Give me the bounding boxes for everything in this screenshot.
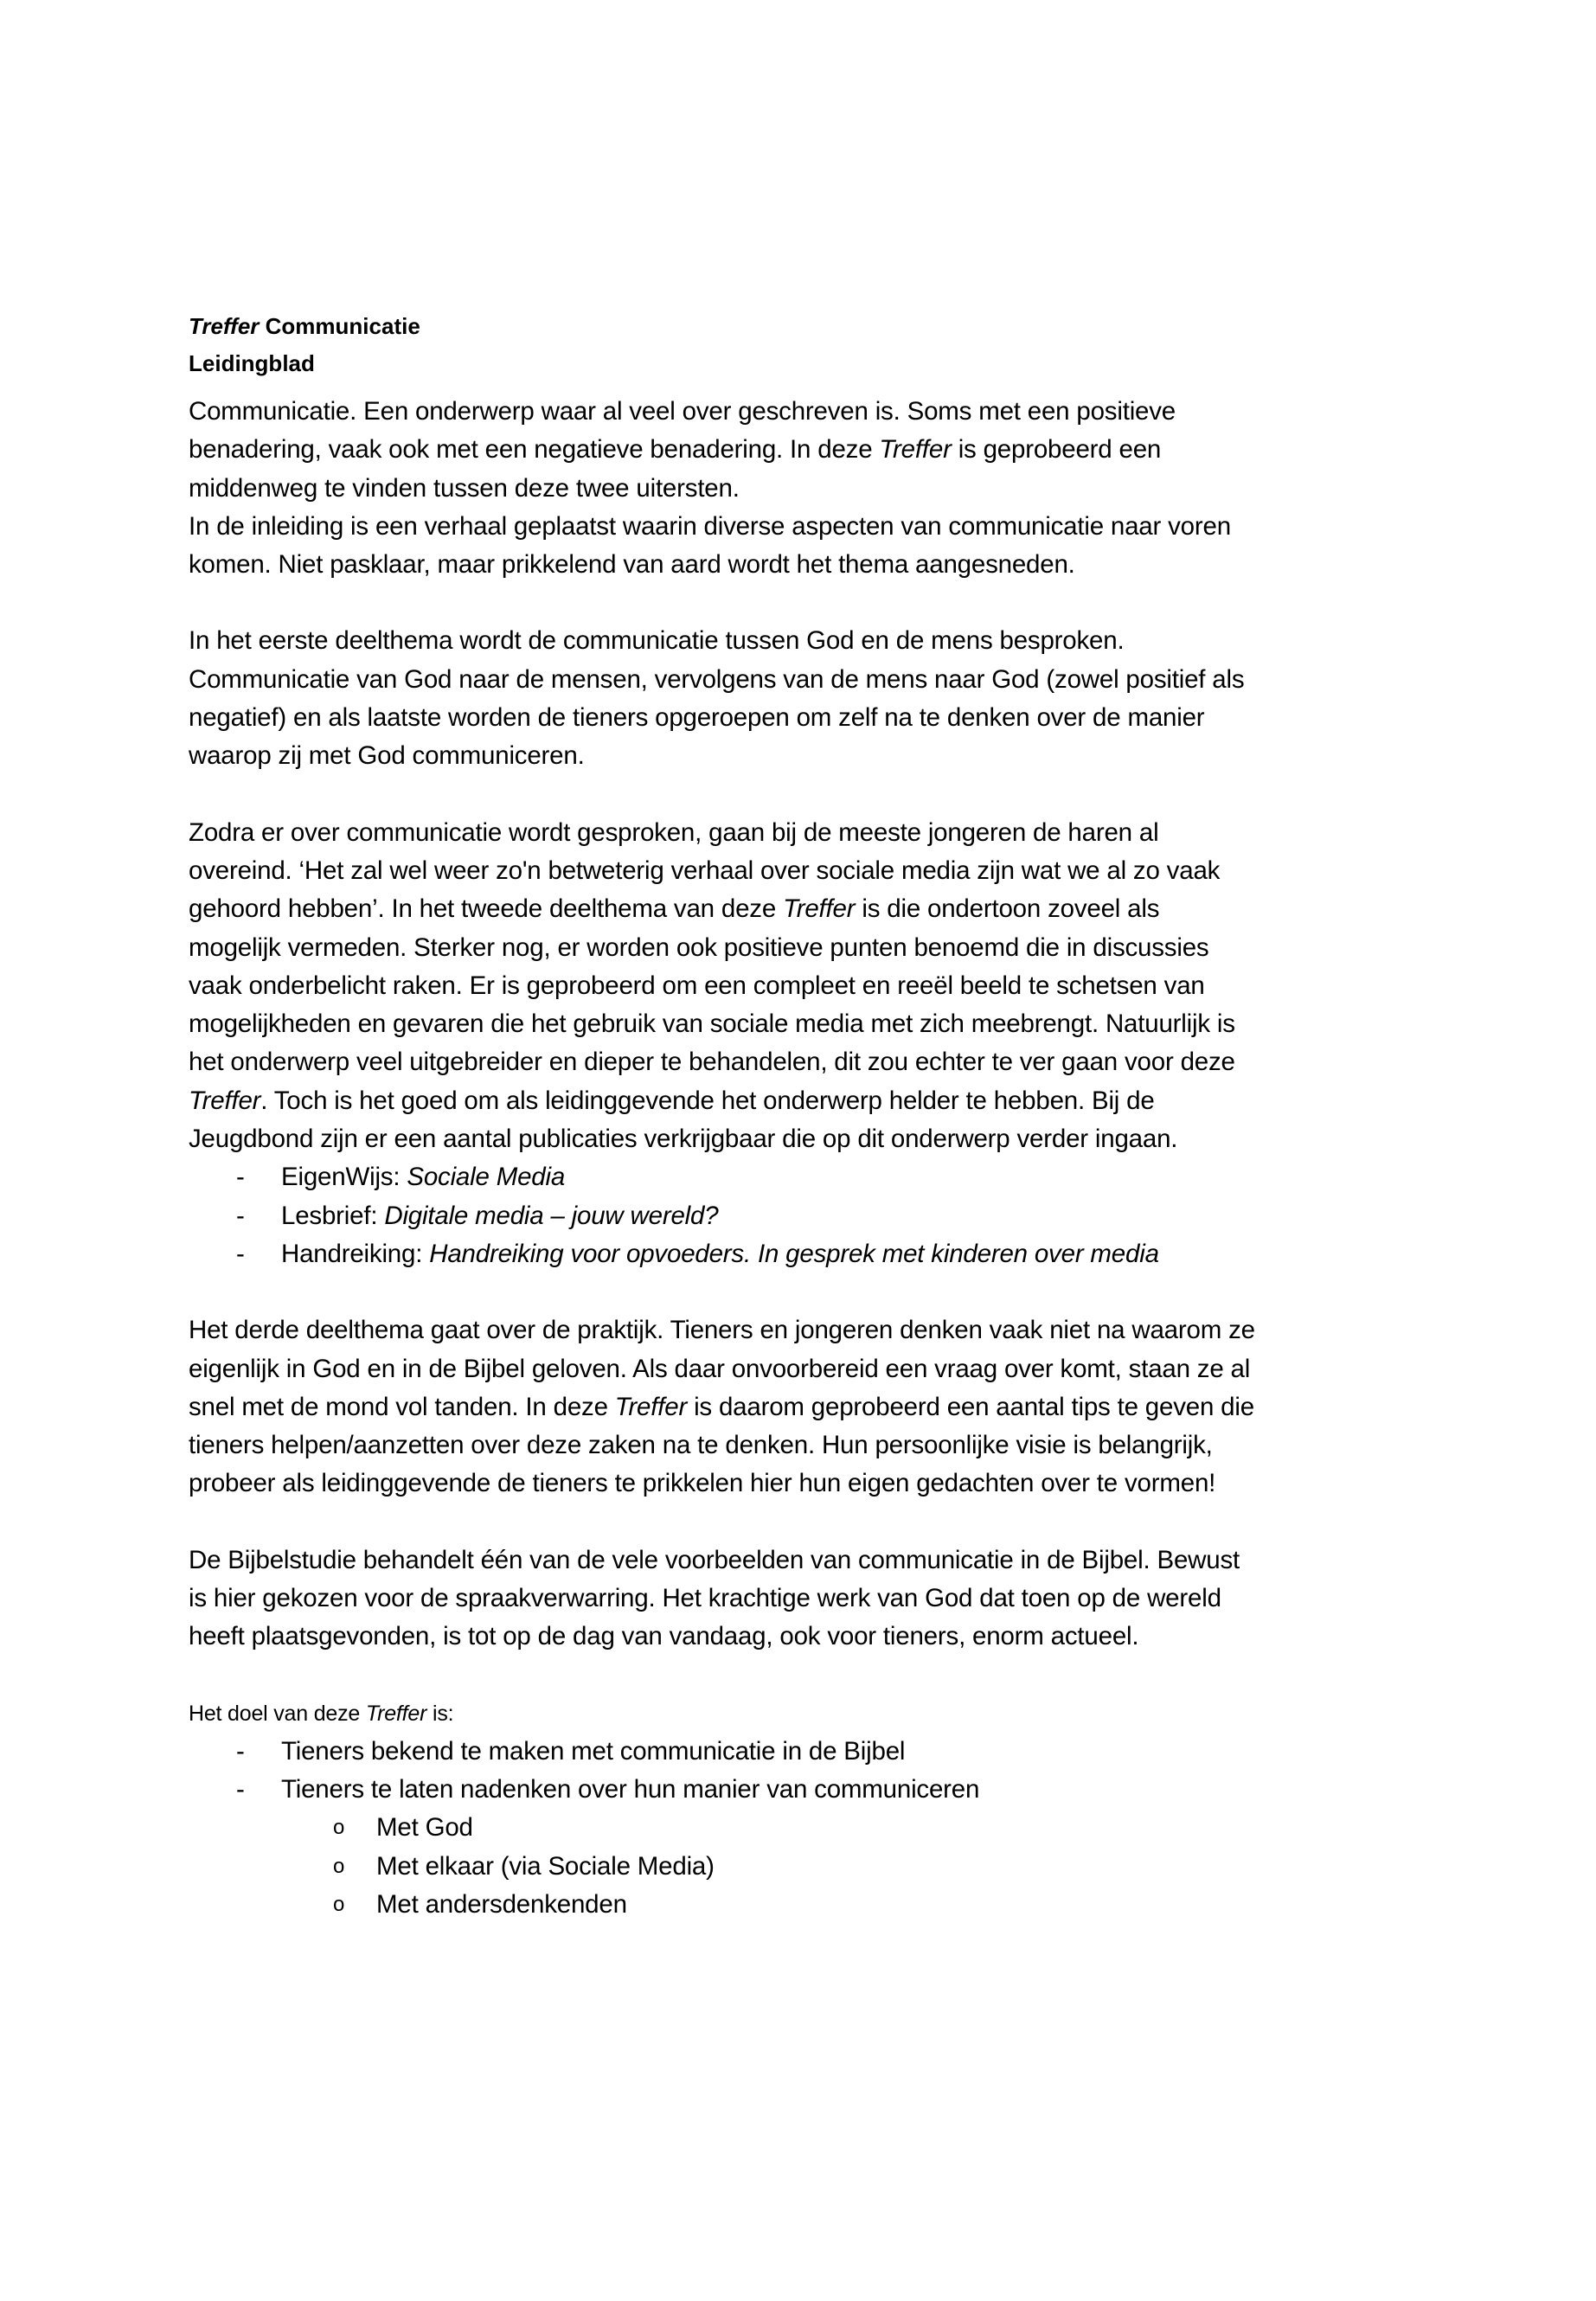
text-line: Communicatie van God naar de mensen, vervolgens van de mens naar God (zowel positief als [189,664,1245,694]
text-line: gehoord hebben’. In het tweede deelthema van deze Treffer is die ondertoon zoveel als [189,894,1160,924]
text-line: In de inleiding is een verhaal geplaatst waarin diverse aspecten van communicatie naar voren [189,511,1231,541]
document-page [189,308,1434,1924]
document-title [189,308,1434,345]
list-item: - EigenWijs: Sociale Media [189,1158,1434,1196]
text-line: het onderwerp veel uitgebreider en dieper te behandelen, dit zou echter te ver gaan voor deze [189,1048,1235,1077]
text-line: benadering, vaak ook met een negatieve benadering. In deze Treffer is geprobeerd een [189,435,1162,465]
text-line: waarop zij met God communiceren. [189,741,585,771]
goals-section [189,1695,1434,1924]
text-line: tieners helpen/aanzetten over deze zaken na te denken. Hun persoonlijke visie is belangrijk, [189,1431,1213,1460]
dash-bullet: - [236,1239,245,1268]
text-line: mogelijkheden en gevaren die het gebruik van sociale media met zich meebrengt. Natuurlijk is [189,1009,1235,1039]
text-line: probeer als leidinggevende de tieners te prikkelen hier hun eigen gedachten over te vormen! [189,1469,1216,1498]
text-line: is hier gekozen voor de spraakverwarring. Het krachtige werk van God dat toen op de wereld [189,1584,1221,1613]
text-line: middenweg te vinden tussen deze twee uitersten. [189,473,740,503]
circle-bullet: o [333,1816,345,1840]
dash-bullet: - [236,1774,245,1804]
goals-list [189,1733,1434,1810]
text-line: eigenlijk in God en in de Bijbel geloven. Als daar onvoorbereid een vraag over komt, staan ze al [189,1354,1251,1383]
text-line: De Bijbelstudie behandelt één van de vele voorbeelden van communicatie in de Bijbel. Bewust [189,1545,1240,1574]
publications-list [189,1158,1434,1273]
circle-bullet: o [333,1854,345,1878]
paragraph-theme-2 [189,814,1434,1274]
goals-sublist [189,1809,1434,1924]
list-item: - Lesbrief: Digitale media – jouw wereld? [189,1197,1434,1235]
circle-bullet: o [333,1892,345,1916]
title-rest: Communicatie [259,313,420,339]
paragraph-bible-study [189,1541,1434,1657]
list-item: o Met God [189,1809,1434,1847]
document-subtitle: Leidingblad [189,350,315,376]
text-line: overeind. ‘Het zal wel weer zo'n betweterig verhaal over sociale media zijn wat we al zo vaak [189,856,1221,885]
text-line: komen. Niet pasklaar, maar prikkelend van aard wordt het thema aangesneden. [189,550,1075,580]
text-line: negatief) en als laatste worden de tieners opgeroepen om zelf na te denken over de manier [189,703,1205,733]
list-item: - Handreiking: Handreiking voor opvoeders. In gesprek met kinderen over media [189,1235,1434,1273]
text-line: Jeugdbond zijn er een aantal publicaties verkrijgbaar die op dit onderwerp verder ingaan. [189,1125,1178,1154]
text-line: vaak onderbelicht raken. Er is geprobeerd om een compleet en reeël beeld te schetsen van [189,971,1205,1000]
text-line: snel met de mond vol tanden. In deze Treffer is daarom geprobeerd een aantal tips te geven die [189,1392,1254,1421]
text-line: In het eerste deelthema wordt de communicatie tussen God en de mens besproken. [189,626,1125,656]
title-italic: Treffer [189,313,260,339]
list-item: - Tieners bekend te maken met communicatie in de Bijbel [189,1733,1434,1771]
list-item: - Tieners te laten nadenken over hun manier van communiceren [189,1771,1434,1809]
list-item: o Met andersdenkenden [189,1886,1434,1924]
dash-bullet: - [236,1163,245,1192]
text-line: Het derde deelthema gaat over de praktijk. Tieners en jongeren denken vaak niet na waarom ze [189,1316,1255,1345]
text-line: Communicatie. Een onderwerp waar al veel over geschreven is. Soms met een positieve [189,397,1176,426]
text-line: heeft plaatsgevonden, is tot op de dag van vandaag, ook voor tieners, enorm actueel. [189,1622,1139,1651]
paragraph-theme-1 [189,622,1434,775]
paragraph-intro [189,393,1434,584]
paragraph-theme-3 [189,1311,1434,1503]
dash-bullet: - [236,1736,245,1766]
text-line: Zodra er over communicatie wordt gesproken, gaan bij de meeste jongeren de haren al [189,817,1159,847]
dash-bullet: - [236,1201,245,1230]
goals-intro: Het doel van deze Treffer is: [189,1701,454,1726]
text-line: mogelijk vermeden. Sterker nog, er worden ook positieve punten benoemd die in discussies [189,933,1209,962]
text-line: Treffer. Toch is het goed om als leidinggevende het onderwerp helder te hebben. Bij de [189,1086,1155,1115]
list-item: o Met elkaar (via Sociale Media) [189,1848,1434,1886]
